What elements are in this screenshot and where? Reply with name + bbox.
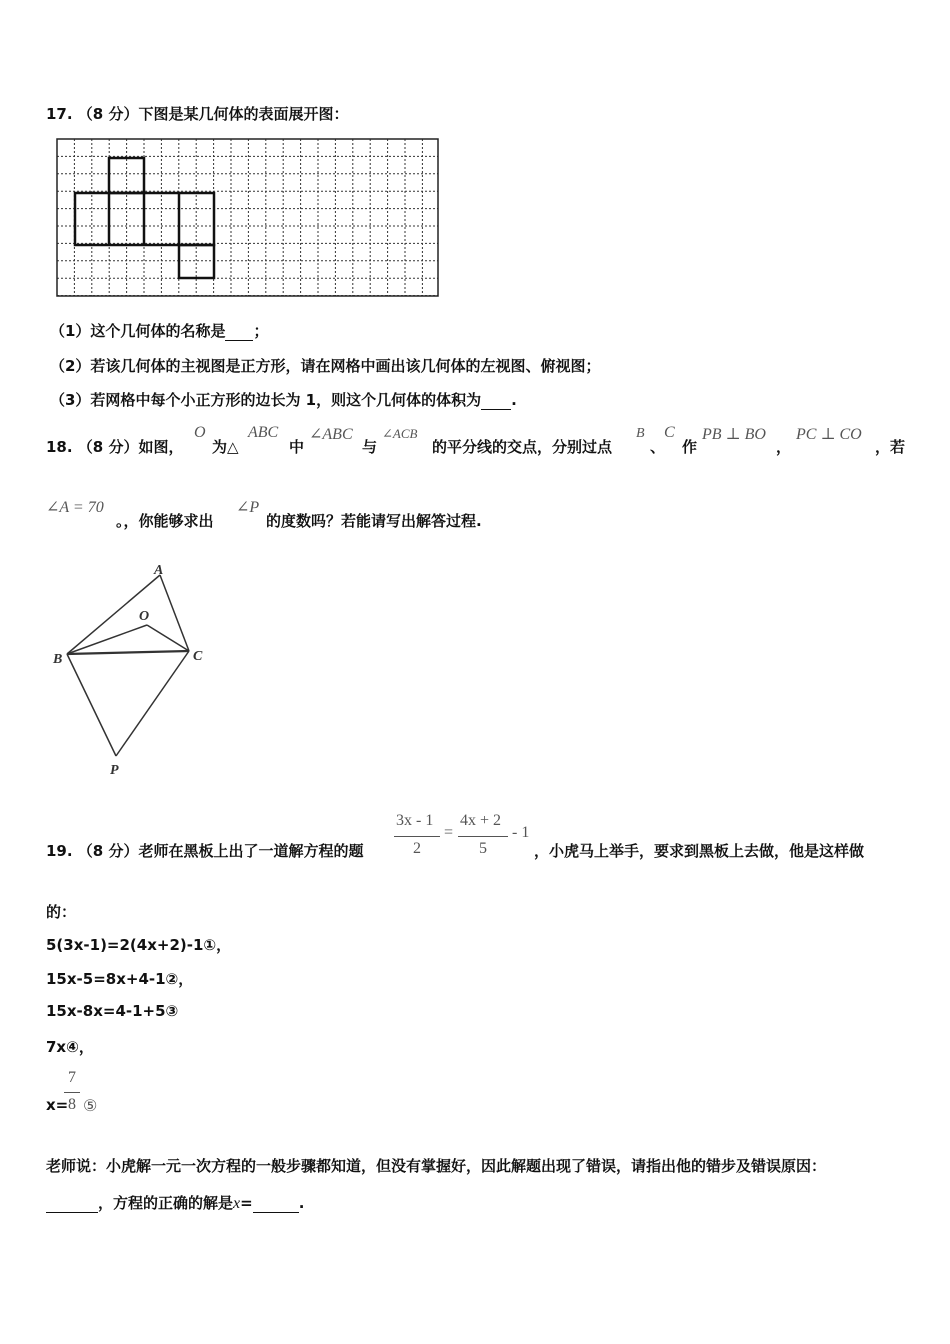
q18-p1: 18. （8 分）如图， <box>46 438 184 456</box>
q19-p2: ，小虎马上举手，要求到黑板上去做，他是这样做 <box>534 842 865 860</box>
q19-p1: 19. （8 分）老师在黑板上出了一道解方程的题 <box>46 842 364 860</box>
segment-bc <box>67 651 189 654</box>
label-b: B <box>53 652 63 667</box>
q18-p8: ， <box>776 438 792 456</box>
step5-mark: ⑤ <box>83 1098 98 1115</box>
fraction1-bar <box>394 836 440 837</box>
fraction1-numerator: 3x - 1 <box>396 812 434 829</box>
equals-sign: = <box>444 824 454 841</box>
q19-step3: 15x-8x=4-1+5③ <box>46 1002 179 1020</box>
teacher-comment: 老师说：小虎解一元一次方程的一般步骤都知道，但没有掌握好，因此解题出现了错误，请指出他的错步及错误原因： <box>46 1157 827 1175</box>
q18-p11: 的度数吗？若能请写出解答过程. <box>266 512 482 530</box>
q17-grid-figure <box>56 138 440 298</box>
error-step-blank[interactable] <box>46 1194 98 1213</box>
q19-step2: 15x-5=8x+4-1②， <box>46 970 194 988</box>
segment-bp <box>67 654 116 756</box>
q17-sub1: （1）这个几何体的名称是 ； <box>50 322 269 340</box>
label-a: A <box>154 563 164 578</box>
point-o: O <box>194 424 206 441</box>
label-p: P <box>110 763 119 778</box>
segment-oc <box>147 625 189 651</box>
q19-p3: 的： <box>46 903 77 921</box>
minus-one: - 1 <box>512 824 530 841</box>
q19-step4: 7x④， <box>46 1038 94 1056</box>
point-b: B <box>636 426 645 441</box>
solution-blank[interactable] <box>253 1194 299 1213</box>
fraction2-denominator: 5 <box>479 840 487 857</box>
q18-p6: 、 <box>650 438 666 456</box>
point-c: C <box>664 424 675 441</box>
q18-p4: 与 <box>362 438 378 456</box>
angle-acb: ∠ACB <box>382 426 418 441</box>
q18-p9: ，若 <box>875 438 906 456</box>
angle-p: ∠P <box>236 499 260 516</box>
q19-step1: 5(3x-1)=2(4x+2)-1①， <box>46 936 232 954</box>
label-o: O <box>139 609 150 624</box>
segment-ac <box>160 575 189 651</box>
q17-sub2: （2）若该几何体的主视图是正方形，请在网格中画出该几何体的左视图、俯视图； <box>50 357 601 375</box>
q19-step5-x: x= <box>46 1096 69 1114</box>
q17-sub3: （3）若网格中每个小正方形的边长为 1，则这个几何体的体积为 . <box>50 391 517 409</box>
fraction2-numerator: 4x + 2 <box>460 812 502 829</box>
segment-pc <box>116 651 189 756</box>
pc-perp-co: PC ⊥ CO <box>796 426 862 443</box>
q18-triangle-figure <box>44 560 234 785</box>
angle-abc: ∠ABC <box>309 426 353 443</box>
answer-blank[interactable] <box>225 322 253 341</box>
step5-bar <box>64 1092 80 1093</box>
pb-perp-bo: PB ⊥ BO <box>702 426 766 443</box>
fraction1-denominator: 2 <box>413 840 421 857</box>
answer-blank[interactable] <box>481 391 511 410</box>
q18-p2: 为△ <box>212 438 239 456</box>
angle-a-70: ∠A = 70 <box>46 499 104 516</box>
label-c: C <box>193 649 203 664</box>
triangle-abc: ABC <box>248 424 279 441</box>
step5-denominator: 8 <box>68 1096 76 1113</box>
q19-answer-line: ，方程的正确的解是x= . <box>46 1192 304 1213</box>
q17-header: 17. （8 分）下图是某几何体的表面展开图： <box>46 105 349 123</box>
segment-bo <box>67 625 147 654</box>
step5-numerator: 7 <box>68 1069 76 1086</box>
q18-p5: 的平分线的交点，分别过点 <box>432 438 613 456</box>
q18-p3: 中 <box>289 438 305 456</box>
q18-p7: 作 <box>682 438 698 456</box>
fraction2-bar <box>458 836 508 837</box>
q18-p10: 。，你能够求出 <box>116 512 214 530</box>
